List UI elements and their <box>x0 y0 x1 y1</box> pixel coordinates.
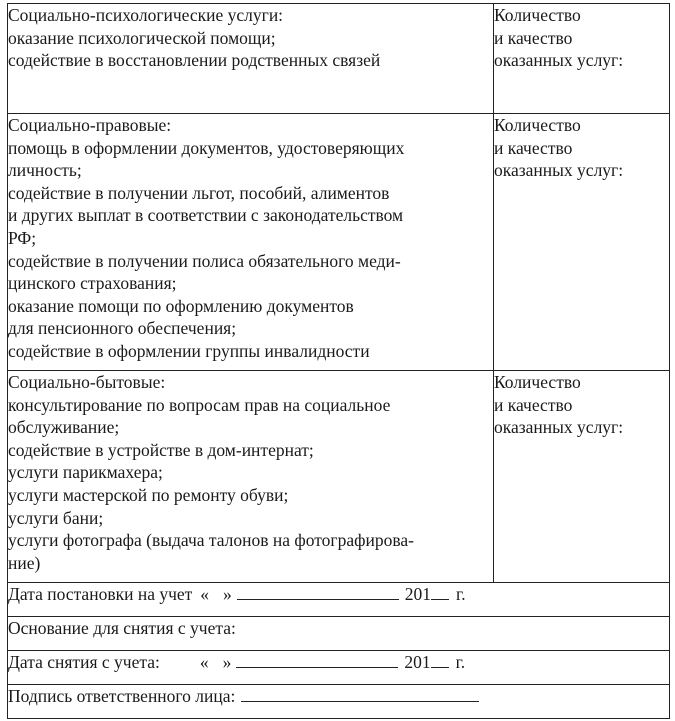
service-item: для пенсионного обеспечения; <box>8 318 237 339</box>
close-quote: » <box>222 652 232 672</box>
signature-field[interactable] <box>241 685 479 702</box>
services-provided-label: оказанных услуг: <box>494 417 624 438</box>
service-item: консультирование по вопросам прав на социальное <box>8 394 391 415</box>
quantity-quality-cell[interactable] <box>494 371 670 583</box>
section-title: Социально-правовые: <box>8 115 172 135</box>
registration-year-field[interactable] <box>431 583 449 600</box>
service-item: содействие в оформлении группы инвалидности <box>8 340 370 361</box>
removal-year-field[interactable] <box>431 651 449 668</box>
section-social-legal <box>8 114 670 371</box>
service-item: ние) <box>8 552 41 573</box>
quantity-quality-cell[interactable] <box>494 114 670 371</box>
signature-label: Подпись ответственного лица: <box>8 686 236 706</box>
quality-label: и качество <box>494 394 573 415</box>
close-quote: » <box>223 584 232 604</box>
removal-date-cell <box>8 651 670 685</box>
section-social-psychological <box>8 4 670 114</box>
services-provided-label: оказанных услуг: <box>494 50 624 71</box>
quantity-label: Количество <box>494 115 581 135</box>
signature-cell <box>8 685 670 719</box>
services-provided-label: оказанных услуг: <box>494 160 624 181</box>
service-item: услуги фотографа (выдача талонов на фотографирова- <box>8 530 414 551</box>
service-item: оказание помощи по оформлению документов <box>8 295 354 316</box>
quantity-quality-cell[interactable] <box>494 4 670 114</box>
service-item: содействие в восстановлении родственных связей <box>8 50 381 71</box>
section-title: Социально-психологические услуги: <box>8 5 284 25</box>
quality-label: и качество <box>494 27 573 48</box>
service-item: услуги мастерской по ремонту обуви; <box>8 484 289 505</box>
registration-date-label: Дата постановки на учет <box>8 584 193 604</box>
removal-date-row <box>8 651 670 685</box>
service-item: РФ; <box>8 227 37 248</box>
removal-date-label: Дата снятия с учета: <box>8 652 160 672</box>
service-item: содействие в устройстве в дом-интернат; <box>8 439 314 460</box>
service-item: услуги парикмахера; <box>8 462 163 483</box>
section-social-household <box>8 371 670 583</box>
service-item: оказание психологической помощи; <box>8 27 276 48</box>
service-item: и других выплат в соответствии с законодательством <box>8 205 404 226</box>
registration-day-field[interactable] <box>209 584 223 600</box>
open-quote: « <box>200 584 210 604</box>
registration-date-row <box>8 583 670 617</box>
service-item: помощь в оформлении документов, удостоверяющих <box>8 137 405 158</box>
service-item: услуги бани; <box>8 507 104 528</box>
removal-basis-cell[interactable] <box>8 617 670 651</box>
year-prefix: 201 <box>404 584 432 604</box>
service-item: содействие в получении полиса обязательного меди- <box>8 250 401 271</box>
service-item: цинского страхования; <box>8 273 177 294</box>
year-suffix: г. <box>455 652 466 672</box>
service-item: содействие в получении льгот, пособий, алиментов <box>8 182 390 203</box>
service-item: обслуживание; <box>8 417 120 438</box>
section-services-cell <box>8 371 494 583</box>
service-item: личность; <box>8 160 82 181</box>
quality-label: и качество <box>494 137 573 158</box>
quantity-label: Количество <box>494 5 581 25</box>
section-services-cell <box>8 4 494 114</box>
removal-day-field[interactable] <box>209 652 223 668</box>
services-form-table <box>7 3 670 719</box>
year-prefix: 201 <box>404 652 431 672</box>
year-suffix: г. <box>456 584 466 604</box>
quantity-label: Количество <box>494 372 581 392</box>
registration-date-cell <box>8 583 670 617</box>
registration-month-field[interactable] <box>237 583 399 600</box>
section-title: Социально-бытовые: <box>8 372 166 392</box>
removal-basis-label: Основание для снятия с учета: <box>8 618 236 638</box>
open-quote: « <box>199 652 209 672</box>
removal-month-field[interactable] <box>236 651 398 668</box>
removal-basis-row <box>8 617 670 651</box>
section-services-cell <box>8 114 494 371</box>
signature-row <box>8 685 670 719</box>
